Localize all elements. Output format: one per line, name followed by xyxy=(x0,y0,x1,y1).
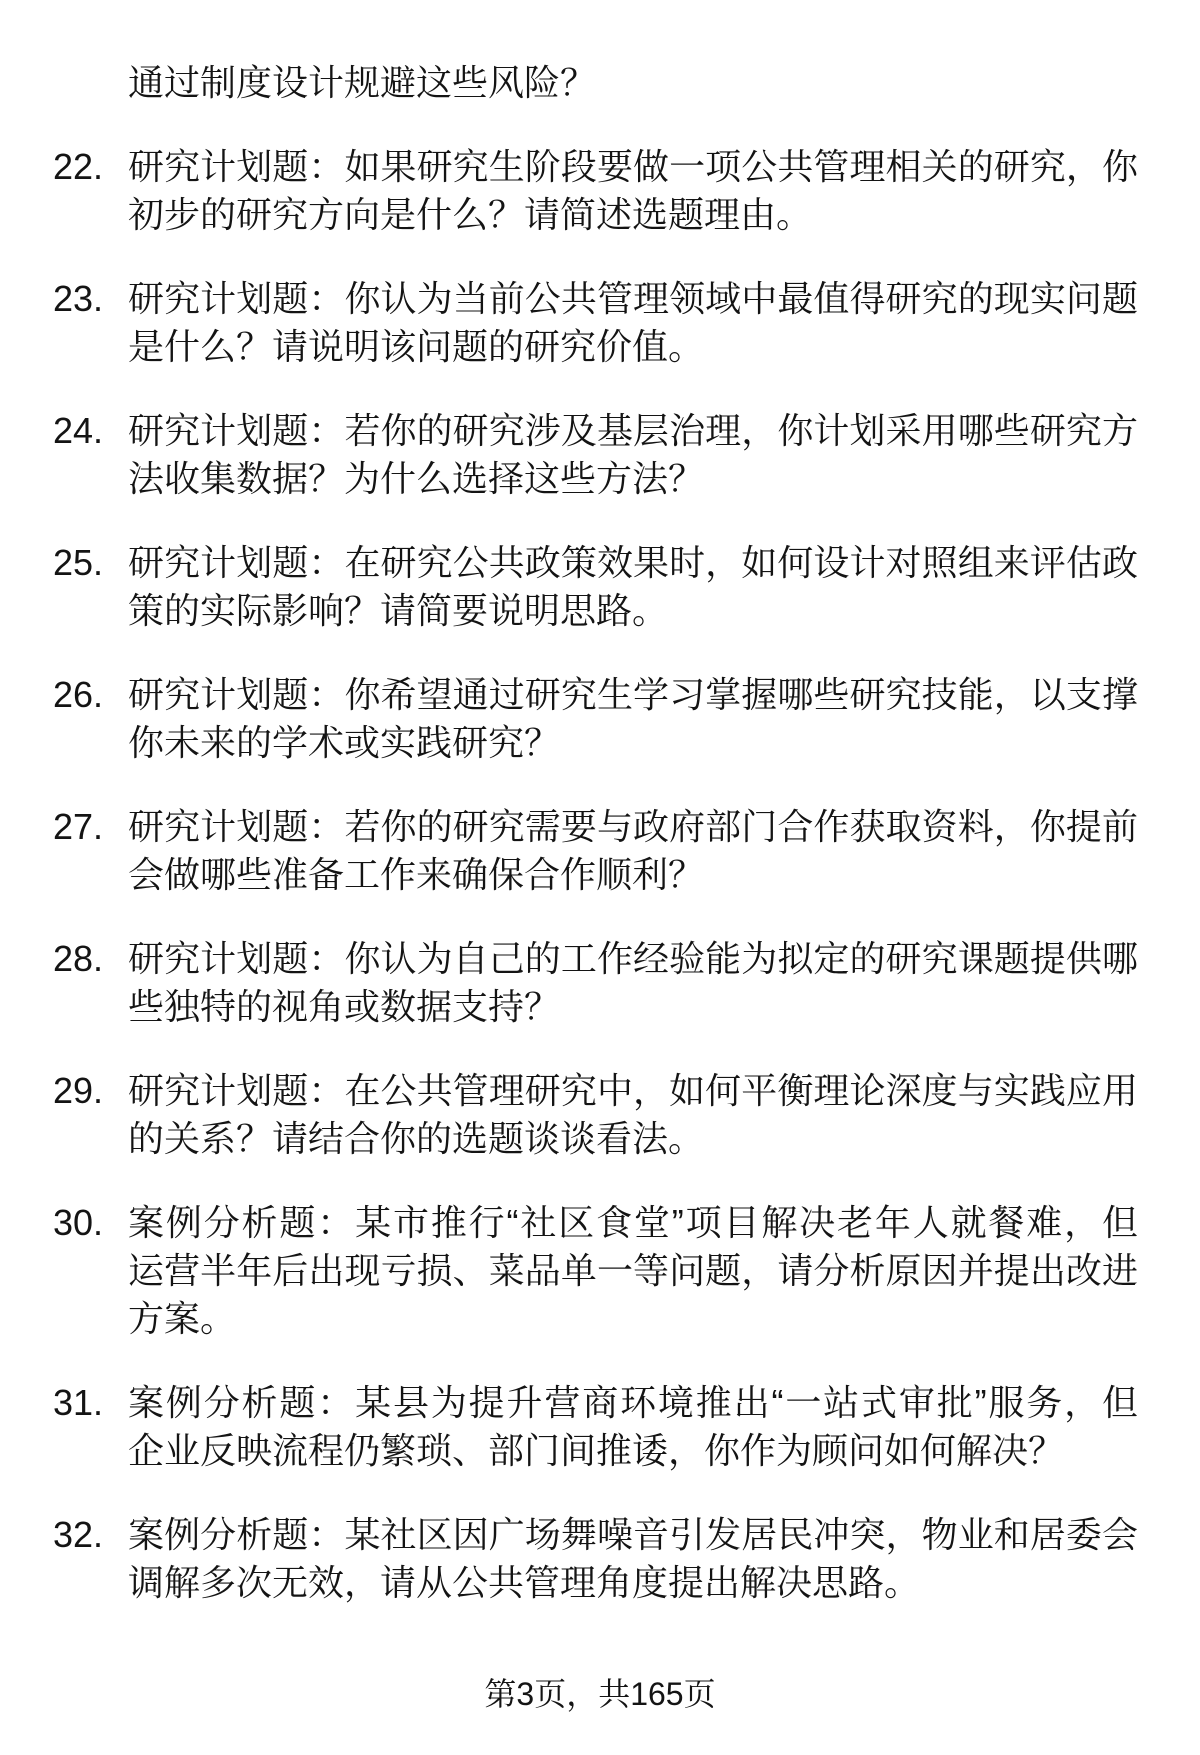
question-item-25 xyxy=(0,539,1200,635)
text-line: 调解多次无效，请从公共管理角度提出解决思路。 xyxy=(128,1562,921,1603)
question-item-32 xyxy=(0,1511,1200,1607)
text-line: 是什么？请说明该问题的研究价值。 xyxy=(128,326,705,367)
question-item-29 xyxy=(0,1067,1200,1163)
text-line: 案例分析题：某市推行“社区食堂”项目解决老年人就餐难，但 xyxy=(128,1202,1138,1243)
question-number: 29. xyxy=(53,1070,104,1111)
question-number: 27. xyxy=(53,806,104,847)
question-number: 31. xyxy=(53,1382,104,1423)
question-number: 32. xyxy=(53,1514,104,1555)
question-number: 26. xyxy=(53,674,104,715)
question-text xyxy=(128,143,1138,239)
text-line: 案例分析题：某社区因广场舞噪音引发居民冲突，物业和居委会 xyxy=(128,1514,1138,1555)
question-text xyxy=(128,1511,1138,1607)
text-line: 研究计划题：在公共管理研究中，如何平衡理论深度与实践应用 xyxy=(128,1070,1138,1111)
question-item-24 xyxy=(0,407,1200,503)
text-line: 方案。 xyxy=(128,1298,237,1339)
text-line: 研究计划题：你希望通过研究生学习掌握哪些研究技能，以支撑 xyxy=(128,674,1138,715)
question-text xyxy=(128,803,1138,899)
question-item-28 xyxy=(0,935,1200,1031)
question-text xyxy=(128,671,1138,767)
question-item-26 xyxy=(0,671,1200,767)
question-number: 25. xyxy=(53,542,104,583)
text-line: 研究计划题：你认为自己的工作经验能为拟定的研究课题提供哪 xyxy=(128,938,1138,979)
text-line: 企业反映流程仍繁琐、部门间推诿，你作为顾问如何解决？ xyxy=(128,1430,1065,1471)
text-line: 初步的研究方向是什么？请简述选题理由。 xyxy=(128,194,813,235)
text-line: 些独特的视角或数据支持？ xyxy=(128,986,561,1027)
question-item-27 xyxy=(0,803,1200,899)
text-line: 研究计划题：如果研究生阶段要做一项公共管理相关的研究，你 xyxy=(128,146,1138,187)
question-text xyxy=(128,539,1138,635)
question-item-22 xyxy=(0,143,1200,239)
question-item-31 xyxy=(0,1379,1200,1475)
question-text xyxy=(128,1199,1138,1343)
text-line: 你未来的学术或实践研究？ xyxy=(128,722,561,763)
page-footer xyxy=(0,1672,1200,1716)
page-number-label: 第3页，共165页 xyxy=(484,1676,716,1712)
question-continuation xyxy=(0,59,1200,107)
question-number: 28. xyxy=(53,938,104,979)
text-line: 策的实际影响？请简要说明思路。 xyxy=(128,590,669,631)
question-text xyxy=(128,275,1138,371)
text-line: 研究计划题：你认为当前公共管理领域中最值得研究的现实问题 xyxy=(128,278,1138,319)
question-text xyxy=(128,407,1138,503)
text-line: 的关系？请结合你的选题谈谈看法。 xyxy=(128,1118,705,1159)
question-item-23 xyxy=(0,275,1200,371)
question-number: 22. xyxy=(53,146,104,187)
text-line: 研究计划题：在研究公共政策效果时，如何设计对照组来评估政 xyxy=(128,542,1138,583)
text-line: 会做哪些准备工作来确保合作顺利？ xyxy=(128,854,705,895)
text-line: 研究计划题：若你的研究涉及基层治理，你计划采用哪些研究方 xyxy=(128,410,1138,451)
question-text xyxy=(128,1067,1138,1163)
document-body xyxy=(0,59,1200,1643)
text-line: 案例分析题：某县为提升营商环境推出“一站式审批”服务，但 xyxy=(128,1382,1138,1423)
question-text xyxy=(128,59,1138,107)
question-number: 24. xyxy=(53,410,104,451)
question-text xyxy=(128,935,1138,1031)
text-line: 通过制度设计规避这些风险？ xyxy=(128,62,597,103)
question-number: 23. xyxy=(53,278,104,319)
question-item-30 xyxy=(0,1199,1200,1343)
text-line: 运营半年后出现亏损、菜品单一等问题，请分析原因并提出改进 xyxy=(128,1250,1138,1291)
text-line: 法收集数据？为什么选择这些方法？ xyxy=(128,458,705,499)
question-text xyxy=(128,1379,1138,1475)
question-number: 30. xyxy=(53,1202,104,1243)
text-line: 研究计划题：若你的研究需要与政府部门合作获取资料，你提前 xyxy=(128,806,1138,847)
